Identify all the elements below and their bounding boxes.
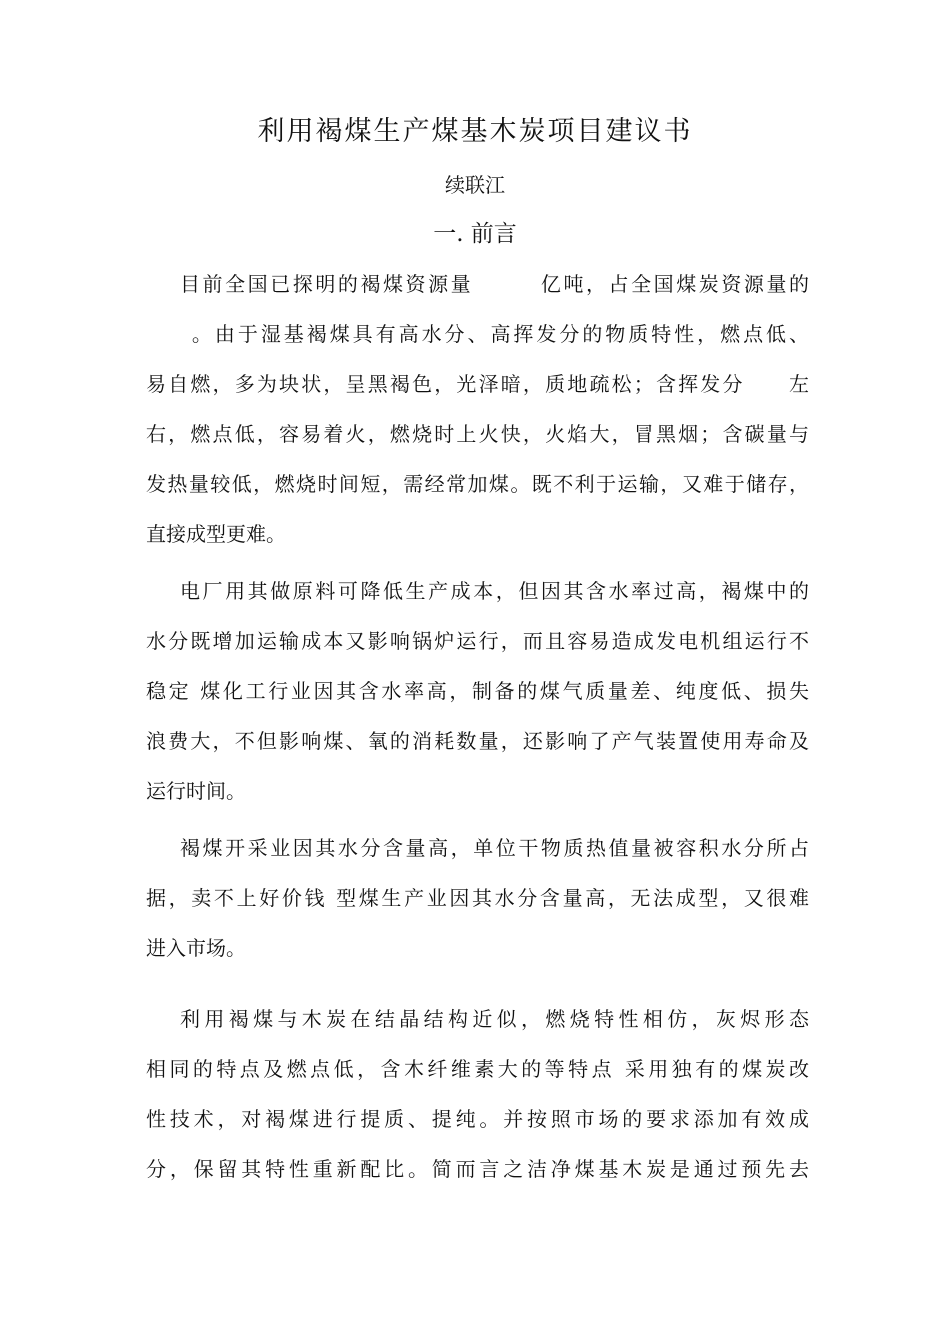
paragraph-line: 右，燃点低，容易着火，燃烧时上火快，火焰大，冒黑烟；含碳量与: [146, 422, 809, 446]
paragraph-line: 分，保留其特性重新配比。简而言之洁净煤基木炭是通过预先去: [146, 1157, 809, 1181]
paragraph-line: 电厂用其做原料可降低生产成本，但因其含水率过高，褐煤中的: [180, 579, 809, 603]
paragraph-line: 发热量较低，燃烧时间短，需经常加煤。既不利于运输，又难于储存，: [146, 472, 809, 496]
paragraph-line: 目前全国已探明的褐煤资源量 亿吨，占全国煤炭资源量的: [180, 272, 809, 296]
paragraph-2: [146, 566, 809, 816]
paragraph-line: 。由于湿基褐煤具有高水分、高挥发分的物质特性，燃点低、: [146, 322, 809, 346]
paragraph-line: 据，卖不上好价钱 型煤生产业因其水分含量高，无法成型，又很难: [146, 886, 809, 910]
paragraph-line: 褐煤开采业因其水分含量高，单位干物质热值量被容积水分所占: [180, 836, 809, 860]
paragraph-line: 直接成型更难。: [146, 522, 286, 546]
paragraph-line: 易自燃，多为块状，呈黑褐色，光泽暗，质地疏松；含挥发分 左: [146, 372, 809, 396]
paragraph-line: 水分既增加运输成本又影响锅炉运行，而且容易造成发电机组运行不: [146, 629, 809, 653]
paragraph-line: 相同的特点及燃点低，含木纤维素大的等特点 采用独有的煤炭改: [146, 1057, 809, 1081]
document-title: 利用褐煤生产煤基木炭项目建议书: [257, 116, 693, 147]
paragraph-line: 性技术，对褐煤进行提质、提纯。并按照市场的要求添加有效成: [146, 1107, 809, 1131]
section-heading: 一. 前言: [433, 221, 517, 247]
paragraph-4: [146, 994, 809, 1194]
paragraph-line: 浪费大，不但影响煤、氧的消耗数量，还影响了产气装置使用寿命及: [146, 729, 809, 753]
paragraph-line: 稳定 煤化工行业因其含水率高，制备的煤气质量差、纯度低、损失: [146, 679, 809, 703]
paragraph-3: [146, 823, 809, 973]
paragraph-line: 运行时间。: [146, 779, 246, 803]
document-author: 续联江: [445, 173, 505, 197]
paragraph-line: 进入市场。: [146, 936, 246, 960]
paragraph-1: [146, 259, 809, 559]
paragraph-line: 利用褐煤与木炭在结晶结构近似，燃烧特性相仿，灰烬形态: [180, 1007, 809, 1031]
